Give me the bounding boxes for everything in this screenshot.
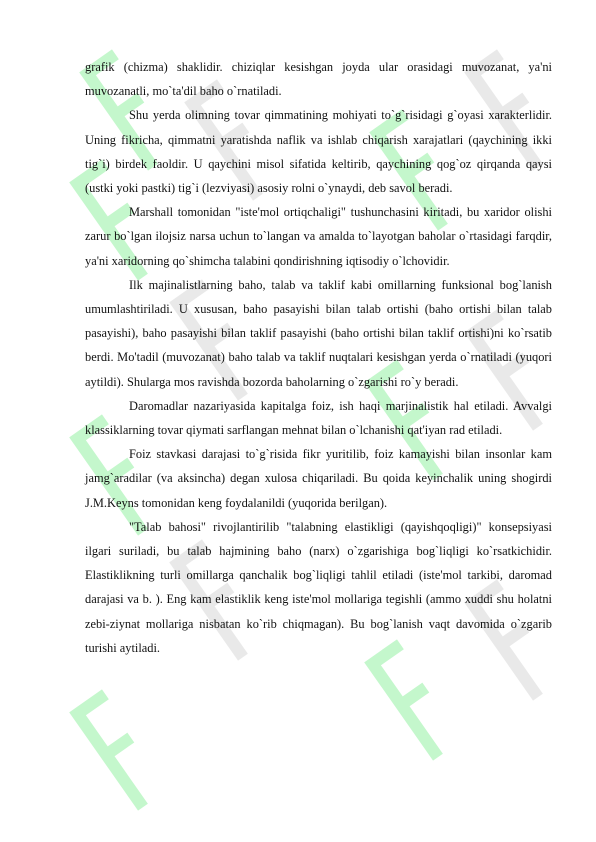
paragraph-3: Marshall tomonidan "iste'mol ortiqchaligi" tushunchasini kiritadi, bu xaridor olishi zarur bo`lgan ilojsiz narsa uchun to`langan va amalda to`layotgan baholar o`rtasidagi farqdir, ya'ni xaridorning qo`shimcha talabini qondirishning iqtisodiy o`lchovidir.: [85, 205, 552, 268]
paragraph-1: grafik (chizma) shaklidir. chiziqlar kesishgan joyda ular orasidagi muvozanat, ya'ni muvozanatli, mo`ta'dil baho o`rnatiladi.: [85, 60, 552, 99]
dollar-leaf-watermark-icon: [60, 670, 180, 830]
paragraph-5: Daromadlar nazariyasida kapitalga foiz, ish haqi marjinalistik hal etiladi. Avvalgi klassiklarning tovar qiymati sarflangan mehnat bilan o`lchanishi qat'iyan rad etiladi.: [85, 398, 552, 438]
paragraph-7: "Talab bahosi" rivojlantirilib "talabning elastikligi (qayishqoqligi)" konsepsiyasi ilgari suriladi, bu talab hajmining baho (narx) o`zgarishiga bog`liqligi ko`rsatkichidir. Elastiklikning turli omillarga qanchalik bog`liqligi tahlil etiladi (iste'mol tarkibi, daromad darajasi va b. ). Eng kam elastiklik keng iste'mol mollariga tegishli (ammo xuddi shu holatni zebi-ziynat mollariga nisbatan ko`rib chiqmagan). Bu bog`lanish vaqt davomida o`zgarib turishi aytiladi.: [85, 519, 552, 655]
paragraph-4: Ilk majinalistlarning baho, talab va taklif kabi omillarning funksional bog`lanish umumlashtiriladi. U xususan, baho pasayishi bilan talab ortishi (baho ortishi bilan talab pasayishi), baho pasayishi bilan taklif pasayishi (baho ortishi bilan taklif ortishi)ni ko`rsatib berdi. Mo'tadil (muvozanat) baho talab va taklif nuqtalari kesishgan yerda o`rnatiladi (yuqori aytildi). Shularga mos ravishda bozorda baholarning o`zgarishi ro`y beradi.: [85, 277, 552, 389]
paragraph-2: Shu yerda olimning tovar qimmatining mohiyati to`g`risidagi g`oyasi xarakterlidir. Uning fikricha, qimmatni yaratishda naflik va ishlab chiqarish xarajatlari (qaychining ikki tig`i) birdek faoldir. U qaychini misol sifatida keltirib, qaychining qog`oz qirqanda qaysi (ustki yoki pastki) tig`i (lezviyasi) asosiy rolni o`ynaydi, deb savol beradi.: [85, 108, 552, 196]
document-body: [85, 55, 552, 660]
paragraph-6: Foiz stavkasi darajasi to`g`risida fikr yuritilib, foiz kamayishi bilan insonlar kam jamg`aradilar (va aksincha) degan xulosa chiqariladi. Bu qoida keyinchalik uning shogirdi J.M.Keyns tomonidan keng foydalanildi (yuqorida berilgan).: [85, 447, 552, 510]
